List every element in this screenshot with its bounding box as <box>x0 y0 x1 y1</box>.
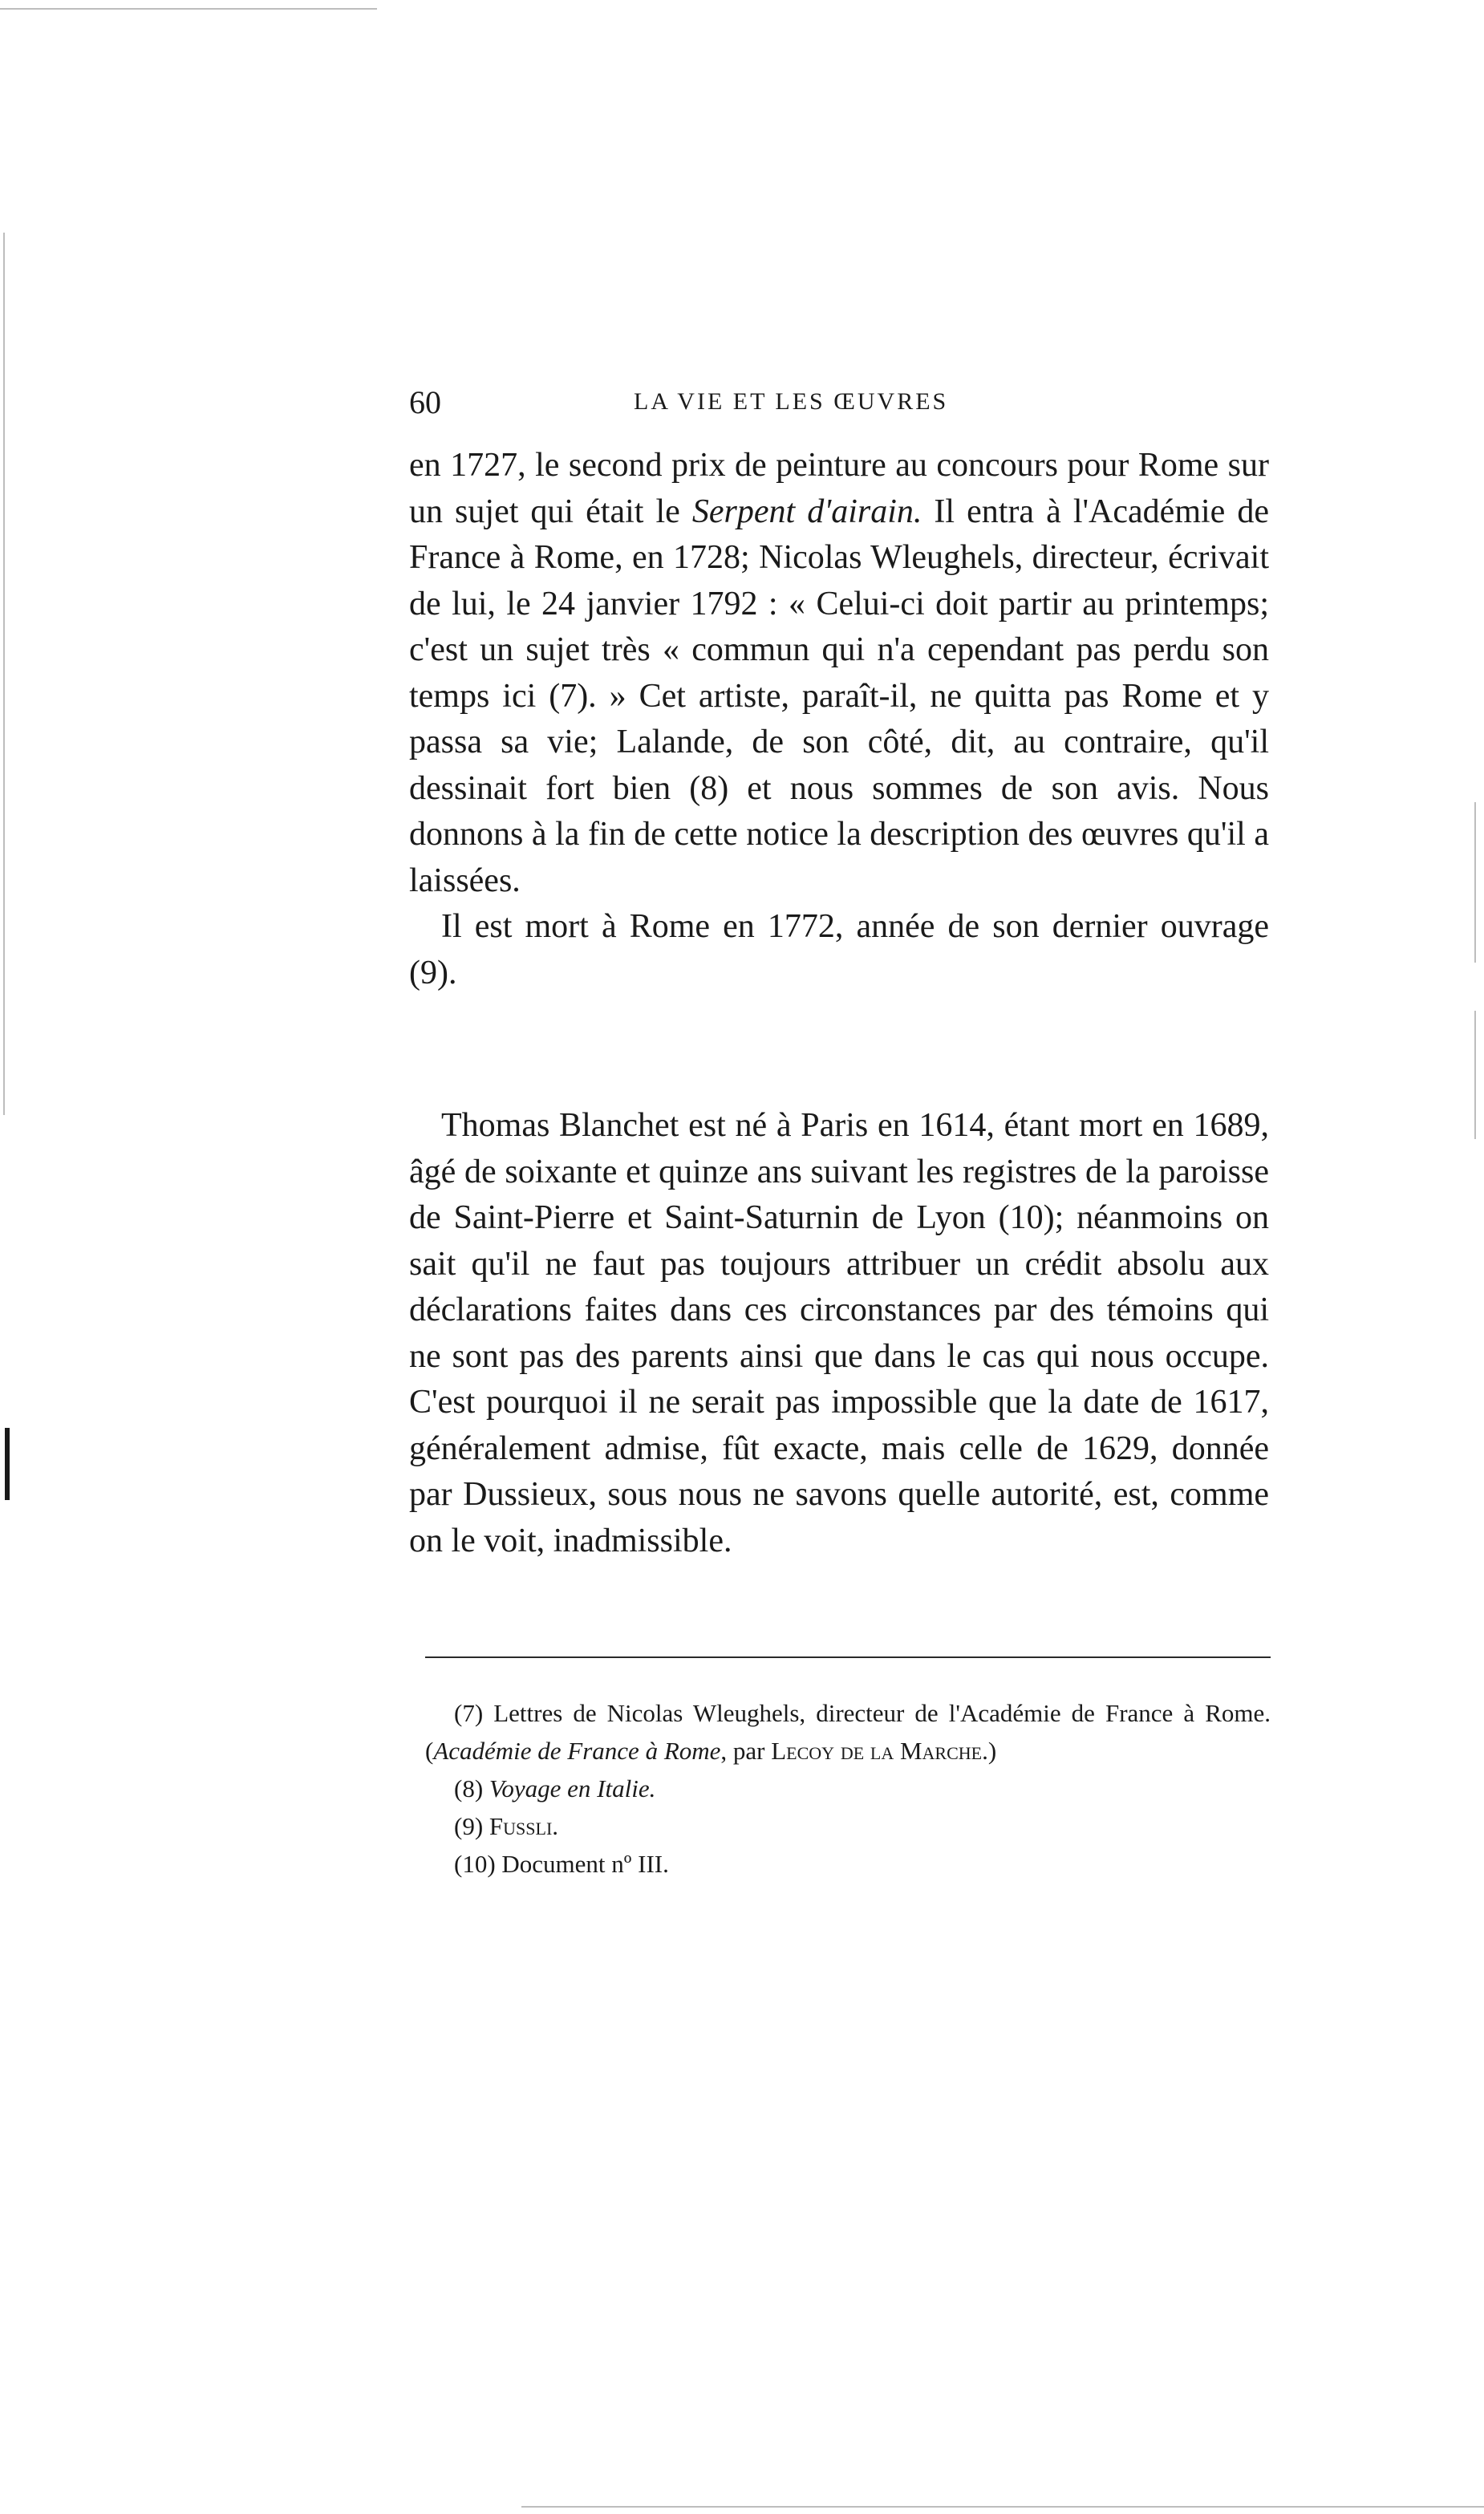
footnote-10: (10) Document nº III. <box>454 1850 669 1878</box>
footnote-9: (9) Fussli. <box>454 1812 559 1840</box>
footnote-rule <box>425 1656 1271 1658</box>
artwork-title: Serpent d'airain. <box>691 493 922 530</box>
main-text-block-2 <box>409 1103 1269 1564</box>
paragraph-3: Thomas Blanchet est né à Paris en 1614, étant mort en 1689, âgé de soixante et quinze ans suivant les registres de la paroisse de Saint-Pierre et Saint-Saturnin de Lyon (10); néanmoins on sait qu'il ne faut pas toujours attribuer un crédit absolu aux déclarations faites dans ces circonstances par des témoins qui ne sont pas des parents ainsi que dans le cas qui nous occupe. C'est pourquoi il ne serait pas impossible que la date de 1617, généralement admise, fût exacte, mais celle de 1629, donnée par Dussieux, sous nous ne savons quelle autorité, est, comme on le voit, inadmissible. <box>409 1107 1269 1559</box>
running-head: LA VIE ET LES ŒUVRES <box>634 388 949 415</box>
page-number: 60 <box>409 384 441 420</box>
scan-artifact-bottom <box>521 2506 1484 2508</box>
scan-artifact-right-edge-2 <box>1474 1011 1476 1139</box>
scan-artifact-right-edge-1 <box>1474 802 1476 963</box>
scan-artifact-left-edge <box>3 233 5 1115</box>
paragraph-2: Il est mort à Rome en 1772, année de son dernier ouvrage (9). <box>409 908 1269 991</box>
scan-artifact-top <box>0 8 377 10</box>
footnote-8: (8) Voyage en Italie. <box>454 1774 656 1802</box>
page-header <box>409 383 1275 432</box>
footnote-7: (7) Lettres de Nicolas Wleughels, directeur de l'Académie de France à Rome. (Académie de France à Rome, par Lecoy de la Marche.) <box>425 1699 1271 1765</box>
main-text-block-1 <box>409 443 1269 996</box>
scan-artifact-left-mark <box>5 1428 10 1500</box>
footnotes <box>425 1694 1271 1883</box>
paragraph-1: en 1727, le second prix de peinture au concours pour Rome sur un sujet qui était le Serpent d'airain. Il entra à l'Académie de France à Rome, en 1728; Nicolas Wleughels, directeur, écrivait de lui, le 24 janvier 1792 : « Celui-ci doit partir au printemps; c'est un sujet très « commun qui n'a cependant pas perdu son temps ici (7). » Cet artiste, paraît-il, ne quitta pas Rome et y passa sa vie; Lalande, de son côté, dit, au contraire, qu'il dessinait fort bien (8) et nous sommes de son avis. Nous donnons à la fin de cette notice la description des œuvres qu'il a laissées. <box>409 447 1269 899</box>
